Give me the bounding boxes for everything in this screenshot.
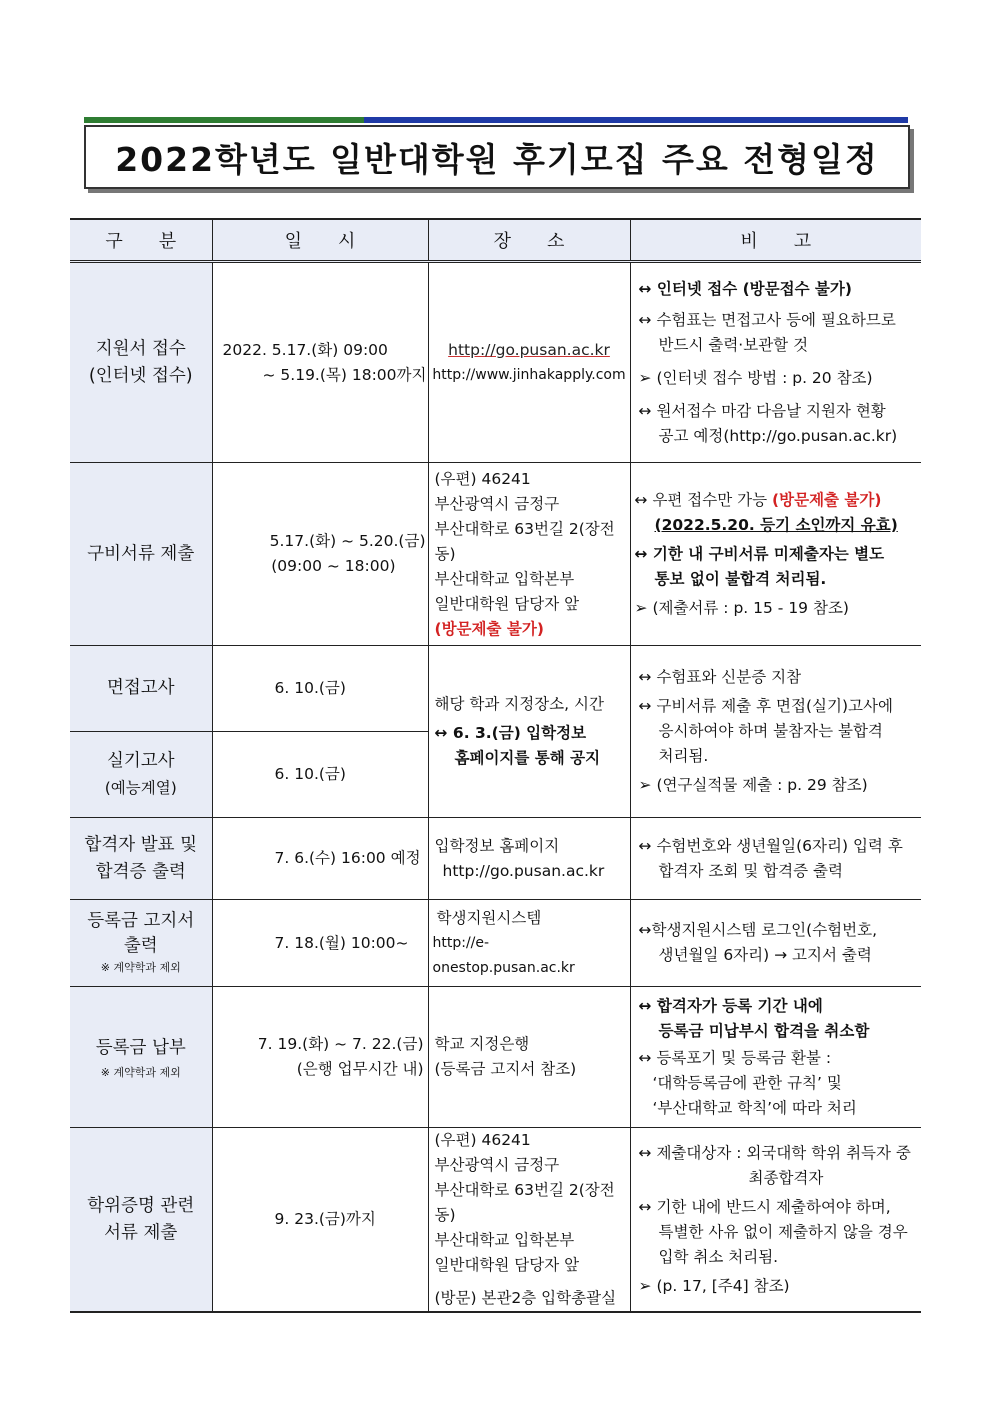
pusan-link[interactable]: http://go.pusan.ac.kr [448,340,610,359]
onestop-link[interactable]: http://e-onestop.pusan.ac.kr [432,934,575,976]
date-cell: 6. 10.(금) [212,732,428,818]
remarks-cell: ↔ 제출대상자 : 외국대학 학위 취득자 중 최종합격자 ↔ 기한 내에 반드시 제출하여야 하며, 특별한 사유 없이 제출하지 않을 경우 입학 취소 처리됨. ➢ (p. 17, [주4] 참조) [630,1128,921,1313]
table-header-row [70,219,921,262]
remarks-cell: ↔학생지원시스템 로그인(수험번호, 생년월일 6자리) → 고지서 출력 [630,900,921,987]
category-cell: 등록금 납부 ※ 계약학과 제외 [70,987,212,1128]
table-row-notice [70,900,921,987]
header-date: 일 시 [212,219,428,262]
header-remarks: 비 고 [630,219,921,262]
remarks-cell: ↔ 우편 접수만 가능 (방문제출 불가) (2022.5.20. 등기 소인까지 유효) ↔ 기한 내 구비서류 미제출자는 별도 통보 없이 불합격 처리됨. ➢ (제출서류 : p. 15 - 19 참조) [630,463,921,646]
table-row-docs [70,463,921,646]
date-cell: 2022. 5.17.(화) 09:00 ~ 5.19.(목) 18:00까지 [212,262,428,463]
place-cell: 해당 학과 지정장소, 시간 ↔ 6. 3.(금) 입학정보 홈페이지를 통해 공지 [428,646,630,818]
place-cell: 학교 지정은행 (등록금 고지서 참조) [428,987,630,1128]
title-box [84,125,910,189]
remarks-cell: ↔ 인터넷 접수 (방문접수 불가) ↔ 수험표는 면접고사 등에 필요하므로 반드시 출력·보관할 것 ➢ (인터넷 접수 방법 : p. 20 참조) ↔ 원서접수 마감 다음날 지원자 현황 공고 예정(http://go.pusan.ac.kr) [630,262,921,463]
place-cell: 학생지원시스템 http://e-onestop.pusan.ac.kr [428,900,630,987]
result-link[interactable]: http://go.pusan.ac.kr [442,861,605,880]
page-title: 2022학년도 일반대학원 후기모집 주요 전형일정 [115,139,879,179]
date-cell: 7. 6.(수) 16:00 예정 [212,818,428,900]
table-row-payment [70,987,921,1128]
title-accent-bar [84,117,908,123]
category-cell: 면접고사 [70,646,212,732]
remarks-cell: ↔ 수험번호와 생년월일(6자리) 입력 후 합격자 조회 및 합격증 출력 [630,818,921,900]
category-cell: 실기고사 (예능계열) [70,732,212,818]
category-cell: 합격자 발표 및 합격증 출력 [70,818,212,900]
place-cell: (우편) 46241 부산광역시 금정구 부산대학로 63번길 2(장전동) 부산대학교 입학본부 일반대학원 담당자 앞 (방문) 본관2층 입학총괄실 [428,1128,630,1313]
table-row-result [70,818,921,900]
date-cell: 9. 23.(금)까지 [212,1128,428,1313]
remarks-cell: ↔ 수험표와 신분증 지참 ↔ 구비서류 제출 후 면접(실기)고사에 응시하여야 하며 불참자는 불합격 처리됨. ➢ (연구실적물 제출 : p. 29 참조) [630,646,921,818]
jinhak-link[interactable]: http://www.jinhakapply.com [432,366,626,383]
place-cell: 입학정보 홈페이지 http://go.pusan.ac.kr [428,818,630,900]
table-row-apply [70,262,921,463]
header-place: 장 소 [428,219,630,262]
date-cell: 5.17.(화) ~ 5.20.(금) (09:00 ~ 18:00) [212,463,428,646]
category-cell: 학위증명 관련 서류 제출 [70,1128,212,1313]
header-category: 구 분 [70,219,212,262]
category-cell: 지원서 접수 (인터넷 접수) [70,262,212,463]
date-cell: 6. 10.(금) [212,646,428,732]
category-cell: 구비서류 제출 [70,463,212,646]
remarks-cell: ↔ 합격자가 등록 기간 내에 등록금 미납부시 합격을 취소함 ↔ 등록포기 및 등록금 환불 : ‘대학등록금에 관한 규칙’ 및 ‘부산대학교 학칙’에 따라 처리 [630,987,921,1128]
schedule-table [70,218,921,1313]
date-cell: 7. 19.(화) ~ 7. 22.(금) (은행 업무시간 내) [212,987,428,1128]
place-cell [428,262,630,463]
table-row-interview [70,646,921,732]
place-cell: (우편) 46241 부산광역시 금정구 부산대학로 63번길 2(장전동) 부산대학교 입학본부 일반대학원 담당자 앞 (방문제출 불가) [428,463,630,646]
category-cell: 등록금 고지서 출력 ※ 계약학과 제외 [70,900,212,987]
table-row-degree [70,1128,921,1313]
date-cell: 7. 18.(월) 10:00~ [212,900,428,987]
